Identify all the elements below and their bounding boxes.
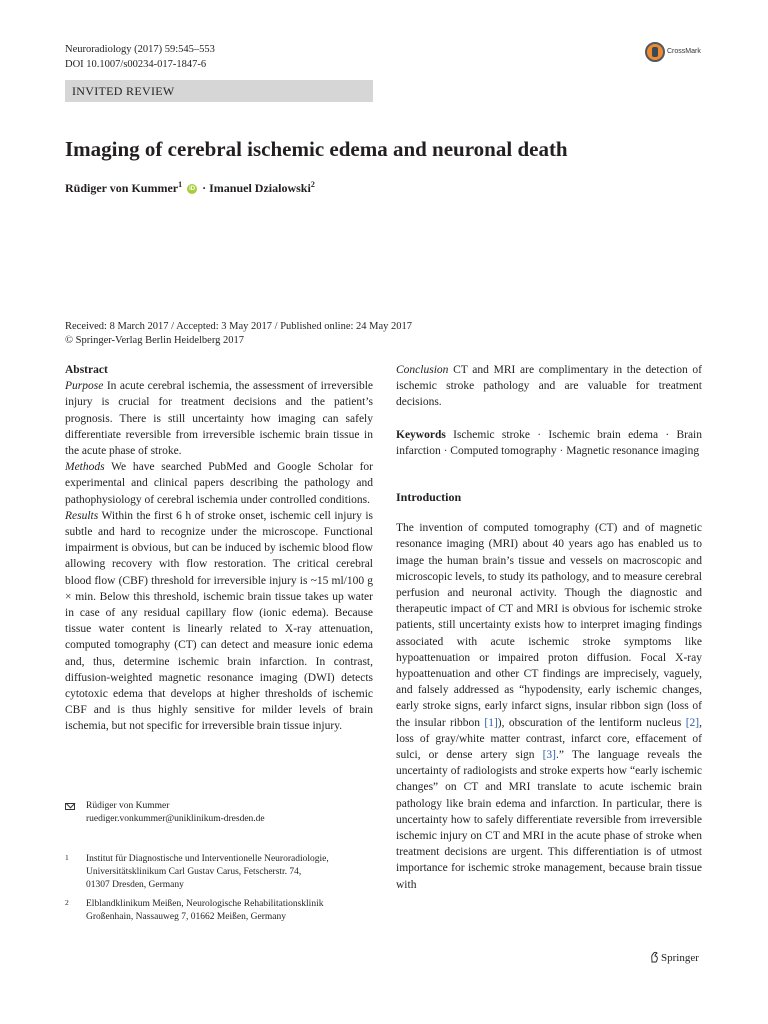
correspondence-email[interactable]: ruediger.vonkummer@uniklinikum-dresden.de — [86, 814, 265, 824]
purpose-label: Purpose — [65, 380, 104, 393]
citation-link[interactable]: [1] — [484, 716, 498, 729]
affiliation-marker: 2 — [310, 180, 315, 189]
history-dates: Received: 8 March 2017 / Accepted: 3 May 2017 / Published online: 24 May 2017 — [65, 321, 413, 332]
article-type-banner: INVITED REVIEW — [65, 80, 373, 102]
intro-text: , loss of gray/white matter contrast, infarct core, effacement of sulci, or dense artery sign — [396, 716, 702, 762]
article-title: Imaging of cerebral ischemic edema and neuronal death — [65, 137, 568, 161]
intro-text: .” The language reveals the uncertainty of radiologists and stroke experts how “early ischemic changes” on CT and MRI translate to acute ischemic brain pathology like brain edema and infarction. In particular, there is uncertainty how to safely differentiate reversible from irreversible ischemic injury on CT and MRI in the acute phase of stroke when treatment decisions are urgent. This differentiation is of utmost importance for ischemic stroke management, because brain tissue with — [396, 749, 702, 891]
envelope-icon — [65, 803, 75, 810]
intro-text: The invention of computed tomography (CT) and of magnetic resonance imaging (MRI) about 40 years ago has enabled us to image the human brain’s tissue and vessels on macroscopic and microscopic levels, to study its pathology, and to measure cerebral perfusion and neuronal activity. Though the diagnostic and therapeutic impact of CT and MRI is obvious for ischemic stroke patients, still uncertainty exists how to interpret imaging findings associated with acute ischemic stroke symptoms like hypoattenuation or impaired proton diffusion. Focal X-ray hypoattenuation and other CT findings are imprecisely, vaguely, and falsely addressed as “hypodensity, early ischemic changes, early stroke signs, early infarct signs, insular ribbon sign (loss of the insular ribbon — [396, 522, 702, 729]
results-label: Results — [65, 509, 99, 522]
abstract-methods — [65, 459, 373, 508]
crossmark-badge[interactable] — [645, 42, 705, 68]
right-column — [396, 362, 702, 893]
crossmark-label: CrossMark — [667, 48, 701, 55]
crossmark-icon — [645, 42, 665, 62]
citation-link[interactable]: [2] — [685, 716, 700, 729]
abstract-results — [65, 508, 373, 735]
keywords-text: Ischemic stroke · Ischemic brain edema · Brain infarction · Computed tomography · Magnetic resonance imaging — [396, 428, 703, 457]
correspondence — [86, 800, 376, 826]
abstract — [65, 362, 373, 735]
abstract-heading: Abstract — [65, 364, 108, 376]
intro-text: ), obscuration of the lentiform nucleus — [497, 716, 686, 729]
copyright: © Springer-Verlag Berlin Heidelberg 2017 — [65, 335, 245, 346]
conclusion-text: CT and MRI are complimentary in the detection of ischemic stroke pathology and are valuable for treatment decisions. — [396, 364, 702, 409]
keywords-label: Keywords — [396, 428, 446, 441]
introduction-heading: Introduction — [396, 490, 462, 505]
author-separator: · — [202, 181, 207, 195]
affiliation-line: Institut für Diagnostische und Interventionelle Neuroradiologie, — [86, 854, 329, 864]
journal-citation: Neuroradiology (2017) 59:545–553 — [65, 44, 215, 55]
doi[interactable]: DOI 10.1007/s00234-017-1847-6 — [65, 59, 207, 70]
springer-horse-icon — [650, 951, 659, 963]
affiliation-line: 01307 Dresden, Germany — [86, 880, 184, 890]
keywords — [396, 427, 702, 459]
methods-label: Methods — [65, 461, 105, 474]
affiliation-line: Großenhain, Nassauweg 7, 01662 Meißen, Germany — [86, 912, 286, 922]
affiliation-line: Elblandklinikum Meißen, Neurologische Rehabilitationsklinik — [86, 899, 324, 909]
affiliation-line: Universitätsklinikum Carl Gustav Carus, Fetscherstr. 74, — [86, 867, 302, 877]
conclusion-label: Conclusion — [396, 364, 449, 376]
correspondence-name: Rüdiger von Kummer — [86, 801, 170, 811]
author-name[interactable]: Imanuel Dzialowski — [209, 181, 311, 195]
orcid-icon[interactable]: iD — [189, 186, 196, 193]
publisher-logo — [650, 951, 699, 964]
affiliation-number: 2 — [65, 898, 69, 907]
affiliation-1 — [86, 853, 376, 892]
purpose-text: In acute cerebral ischemia, the assessment of irreversible injury is crucial for treatment decisions and the patient’s prognosis. There is still uncertainty how imaging can safely differentiate reversible from irreversible ischemic brain tissue in the acute phase of stroke. — [65, 380, 374, 458]
abstract-purpose — [65, 378, 373, 459]
publication-dates — [65, 320, 412, 348]
results-text: Within the first 6 h of stroke onset, ischemic cell injury is subtle and hard to recognize under the microscope. Functional impairment is obvious, but can be induced by ischemic blood flow allowing recovery with flow restoration. The critical cerebral blood flow (CBF) threshold for irreversible injury is ~15 ml/100 g × min. Below this threshold, ischemic brain tissue takes up water in case of any residual capillary flow (ionic edema). Because tissue water content is linearly related to X-ray attenuation, computed tomography (CT) can detect and measure ionic edema and, thus, determine ischemic brain infarction. In contrast, diffusion-weighted magnetic resonance imaging (DWI) detects cytotoxic edema that develops at higher thresholds of ischemic CBF and is thus highly sensitive for milder levels of brain ischemia, but not specific for irreversible brain tissue injury. — [65, 509, 374, 733]
author-name[interactable]: Rüdiger von Kummer — [65, 181, 179, 195]
author-list — [65, 180, 315, 196]
affiliation-2 — [86, 898, 376, 924]
citation-link[interactable]: [3] — [542, 749, 557, 762]
journal-header — [65, 42, 215, 72]
introduction-paragraph — [396, 520, 702, 893]
abstract-conclusion — [396, 362, 702, 411]
affiliation-marker: 1 — [178, 180, 183, 189]
publisher-name: Springer — [661, 952, 699, 964]
methods-text: We have searched PubMed and Google Scholar for experimental and clinical papers describing the pathology and pathophysiology of cerebral ischemia under controlled conditions. — [65, 461, 373, 506]
affiliation-number: 1 — [65, 853, 69, 862]
